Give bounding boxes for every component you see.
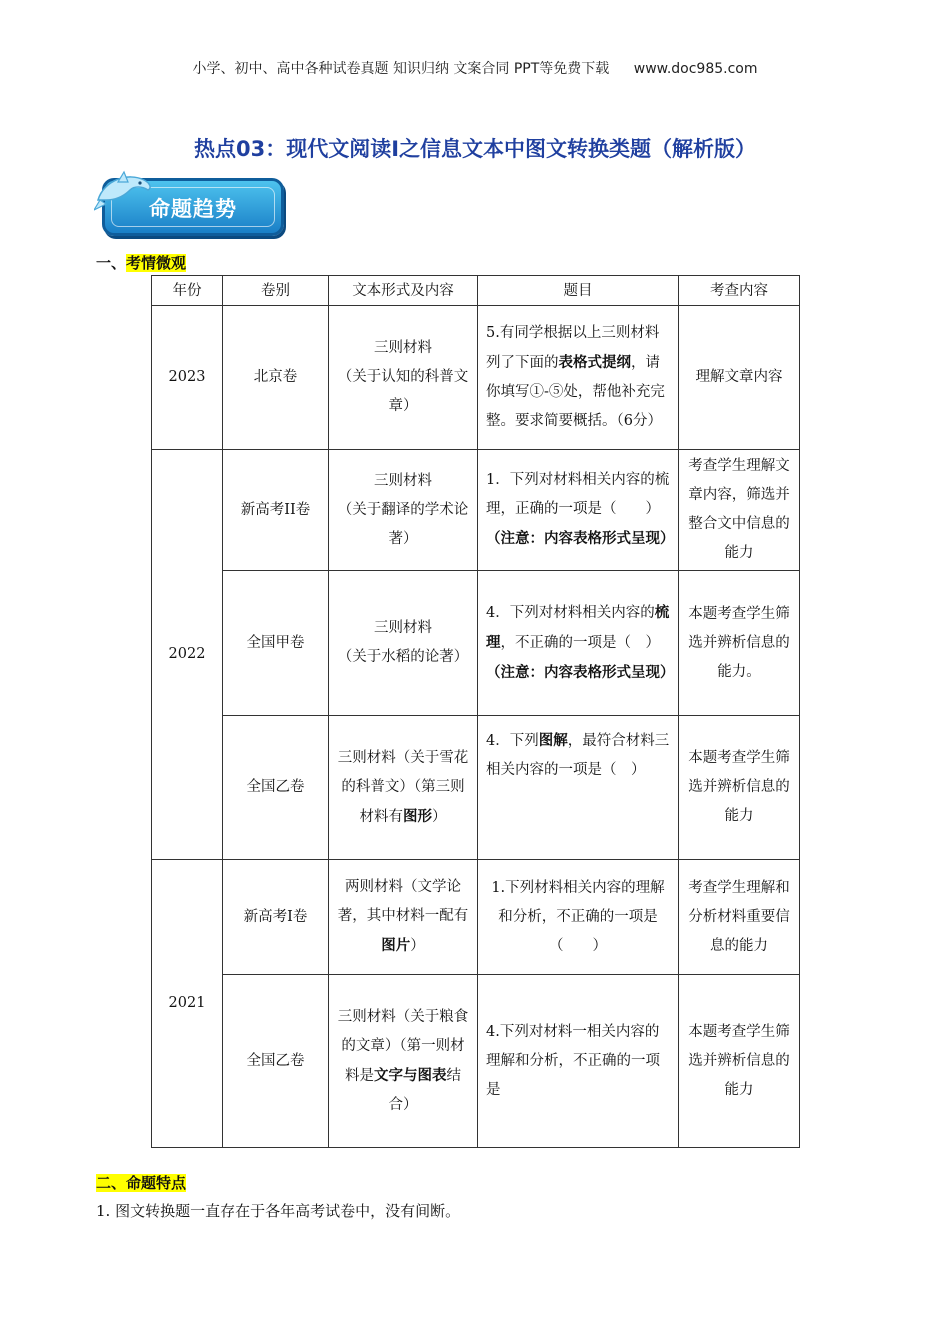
header-text: 小学、初中、高中各种试卷真题 知识归纳 文案合同 PPT等免费下载	[192, 61, 610, 77]
section1-label: 考情微观	[126, 254, 187, 272]
section1-heading	[96, 252, 186, 273]
paragraph: 1. 图文转换题一直存在于各年高考试卷中，没有间断。	[96, 1202, 461, 1220]
form-line: 三则材料	[374, 620, 432, 636]
cell-question: 4.下列对材料一相关内容的理解和分析，不正确的一项是	[478, 975, 679, 1148]
header-year: 年份	[152, 276, 223, 306]
dolphin-icon	[94, 170, 156, 218]
page-title: 热点03：现代文阅读I之信息文本中图文转换类题（解析版）	[193, 137, 757, 161]
form-line: （关于水稻的论著）	[337, 649, 469, 665]
form-line: （关于翻译的学术论著）	[337, 501, 469, 547]
cell-content: 考查学生理解和分析材料重要信息的能力	[679, 860, 800, 975]
table-row	[152, 860, 800, 975]
cell-form: 三则材料（关于雪花的科普文）（第三则材料有图形）	[329, 716, 478, 860]
header-url[interactable]: www.doc985.com	[633, 61, 758, 77]
cell-content: 理解文章内容	[679, 306, 800, 450]
cell-paper: 全国乙卷	[223, 975, 329, 1148]
cell-question: 4．下列对材料相关内容的梳理，不正确的一项是（ ）（注意：内容表格形式呈现）	[478, 571, 679, 716]
form-line: 三则材料	[374, 472, 432, 489]
cell-year: 2021	[152, 860, 223, 1148]
cell-content: 考查学生理解文章内容，筛选并整合文中信息的能力	[679, 450, 800, 571]
cell-question: 5.有同学根据以上三则材料列了下面的表格式提纲，请你填写①-⑤处，帮他补充完整。要求简要概括。（6分）	[478, 306, 679, 450]
form-line: （关于认知的科普文章）	[337, 369, 469, 414]
cell-content: 本题考查学生筛选并辨析信息的能力。	[679, 571, 800, 716]
section2-label: 二、命题特点	[96, 1174, 187, 1192]
section2-heading	[96, 1172, 186, 1193]
header-paper: 卷别	[223, 276, 329, 306]
cell-paper: 新高考II卷	[223, 450, 329, 571]
header-content: 考查内容	[679, 276, 800, 306]
cell-paper: 北京卷	[223, 306, 329, 450]
cell-form	[329, 306, 478, 450]
table-row	[152, 306, 800, 450]
table-row	[152, 716, 800, 860]
table-row	[152, 571, 800, 716]
header-form: 文本形式及内容	[329, 276, 478, 306]
cell-form: 两则材料（文学论著，其中材料一配有图片）	[329, 860, 478, 975]
cell-question: 1.下列材料相关内容的理解和分析，不正确的一项是（ ）	[478, 860, 679, 975]
cell-question: 4．下列图解，最符合材料三相关内容的一项是（ ）	[478, 716, 679, 860]
table-row	[152, 450, 800, 571]
cell-content: 本题考查学生筛选并辨析信息的能力	[679, 975, 800, 1148]
header-question: 题目	[478, 276, 679, 306]
section1-number: 一、	[96, 254, 127, 272]
cell-year: 2022	[152, 450, 223, 860]
table-row	[152, 975, 800, 1148]
cell-form	[329, 571, 478, 716]
cell-form: 三则材料（关于粮食的文章）（第一则材料是文字与图表结合）	[329, 975, 478, 1148]
page-header	[0, 58, 950, 78]
badge-label: 命题趋势	[149, 197, 237, 221]
cell-paper: 全国乙卷	[223, 716, 329, 860]
cell-question: 1．下列对材料相关内容的梳理，正确的一项是（ ）（注意：内容表格形式呈现）	[478, 450, 679, 571]
section-badge	[94, 170, 286, 240]
cell-paper: 全国甲卷	[223, 571, 329, 716]
cell-form	[329, 450, 478, 571]
cell-year: 2023	[152, 306, 223, 450]
form-line: 三则材料	[374, 340, 432, 356]
exam-analysis-table	[151, 275, 800, 1148]
cell-paper: 新高考I卷	[223, 860, 329, 975]
table-header-row	[152, 276, 800, 306]
cell-content: 本题考查学生筛选并辨析信息的能力	[679, 716, 800, 860]
